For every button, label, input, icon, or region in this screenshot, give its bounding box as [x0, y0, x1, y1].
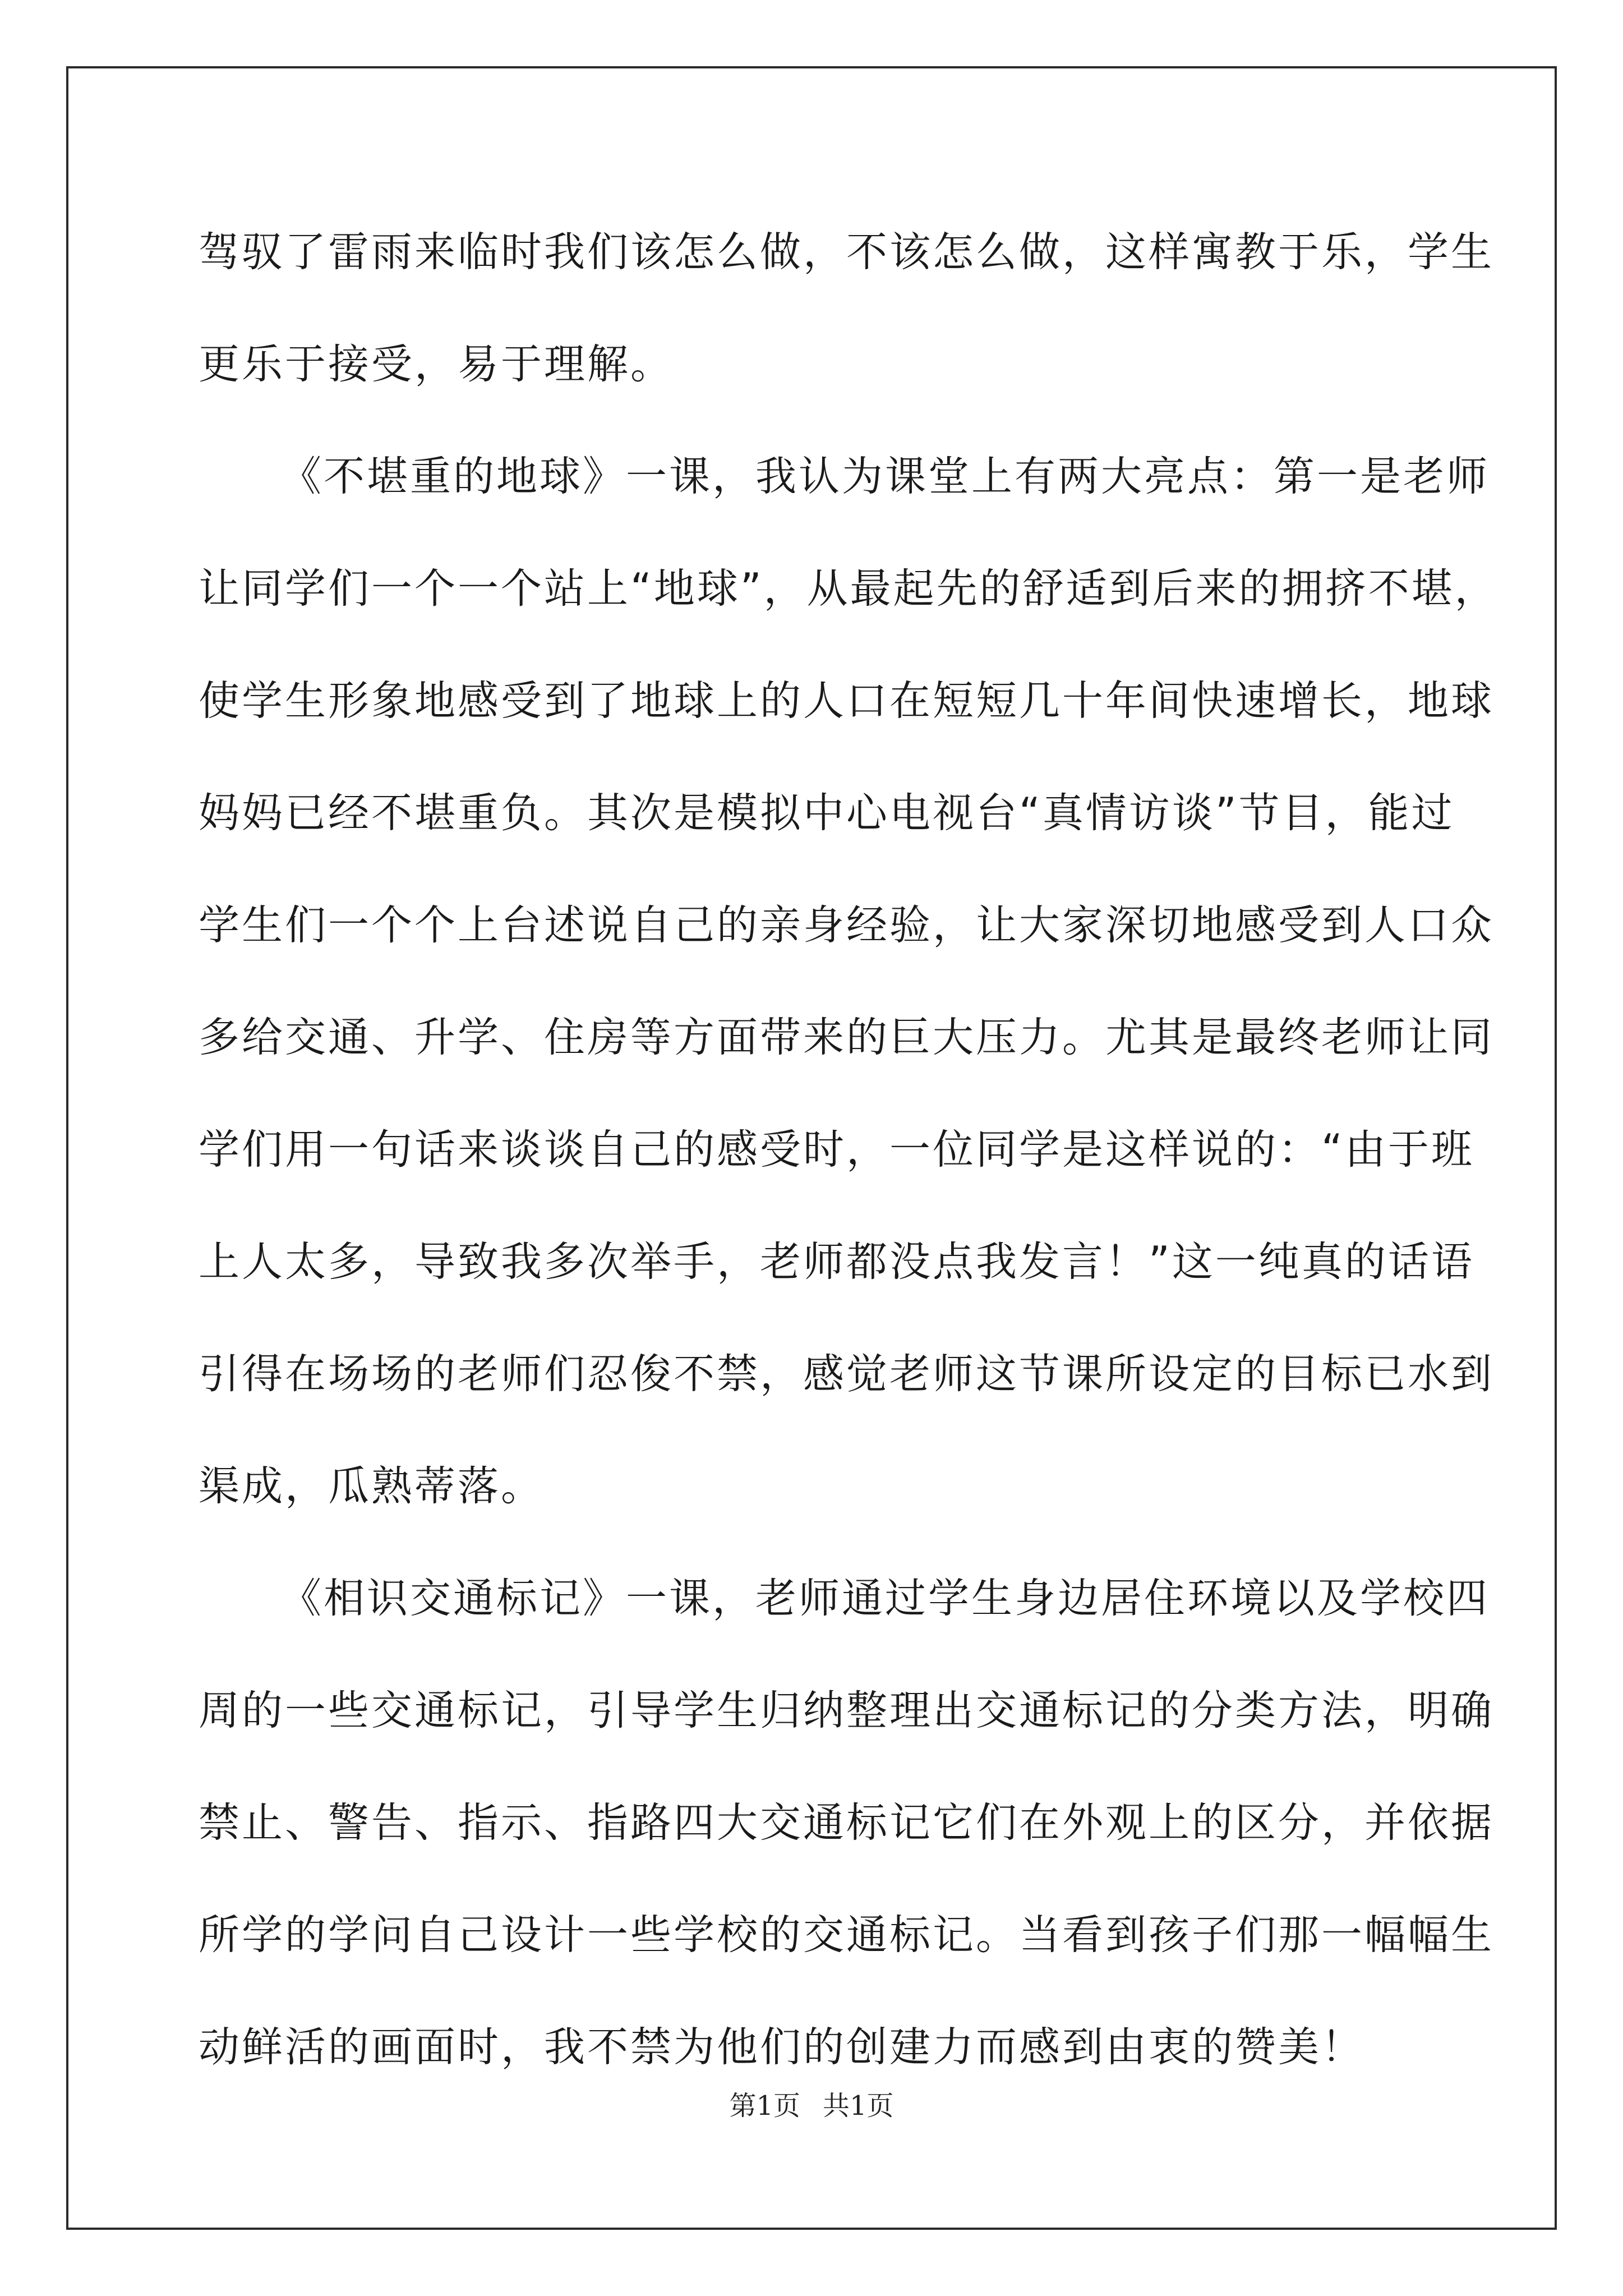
paragraph-line: 周的一些交通标记，引导学生归纳整理出交通标记的分类方法，明确 [199, 1687, 1494, 1734]
page-number-total: 共1页 [823, 2090, 894, 2122]
paragraph-line: 渠成，瓜熟蒂落。 [199, 1462, 544, 1510]
paragraph-line: 《相识交通标记》一课，老师通过学生身边居住环境以及学校四 [280, 1575, 1490, 1622]
page-number-current: 第1页 [729, 2090, 800, 2122]
paragraph-line: 禁止、警告、指示、指路四大交通标记它们在外观上的区分，并依据 [199, 1799, 1494, 1847]
paragraph-3 [199, 1543, 1494, 2104]
paragraph-line: 《不堪重的地球》一课，我认为课堂上有两大亮点：第一是老师 [280, 453, 1490, 500]
paragraph-line: 所学的学问自己设计一些学校的交通标记。当看到孩子们那一幅幅生 [199, 1911, 1494, 1959]
paragraph-line: 学们用一句话来谈谈自己的感受时，一位同学是这样说的：“由于班 [199, 1126, 1474, 1174]
document-body [199, 196, 1498, 2104]
page-footer [0, 2084, 1623, 2123]
paragraph-line: 驾驭了雷雨来临时我们该怎么做，不该怎么做，这样寓教于乐，学生 [199, 228, 1494, 276]
paragraph-line: 引得在场场的老师们忍俊不禁，感觉老师这节课所设定的目标已水到 [199, 1350, 1494, 1398]
paragraph-line: 学生们一个个上台述说自己的亲身经验，让大家深切地感受到人口众 [199, 901, 1494, 949]
paragraph-line: 让同学们一个一个站上“地球”，从最起先的舒适到后来的拥挤不堪， [199, 565, 1498, 613]
paragraph-line: 更乐于接受，易于理解。 [199, 341, 674, 388]
paragraph-2 [199, 421, 1498, 1543]
paragraph-1 [199, 196, 1494, 421]
paragraph-line: 多给交通、升学、住房等方面带来的巨大压力。尤其是最终老师让同 [199, 1014, 1494, 1061]
paragraph-line: 使学生形象地感受到了地球上的人口在短短几十年间快速增长，地球 [199, 677, 1494, 725]
paragraph-line: 上人太多，导致我多次举手，老师都没点我发言！”这一纯真的话语 [199, 1238, 1474, 1286]
paragraph-line: 动鲜活的画面时，我不禁为他们的创建力而感到由衷的赞美！ [199, 2023, 1364, 2071]
paragraph-line: 妈妈已经不堪重负。其次是模拟中心电视台“真情访谈”节目，能过 [199, 789, 1455, 837]
